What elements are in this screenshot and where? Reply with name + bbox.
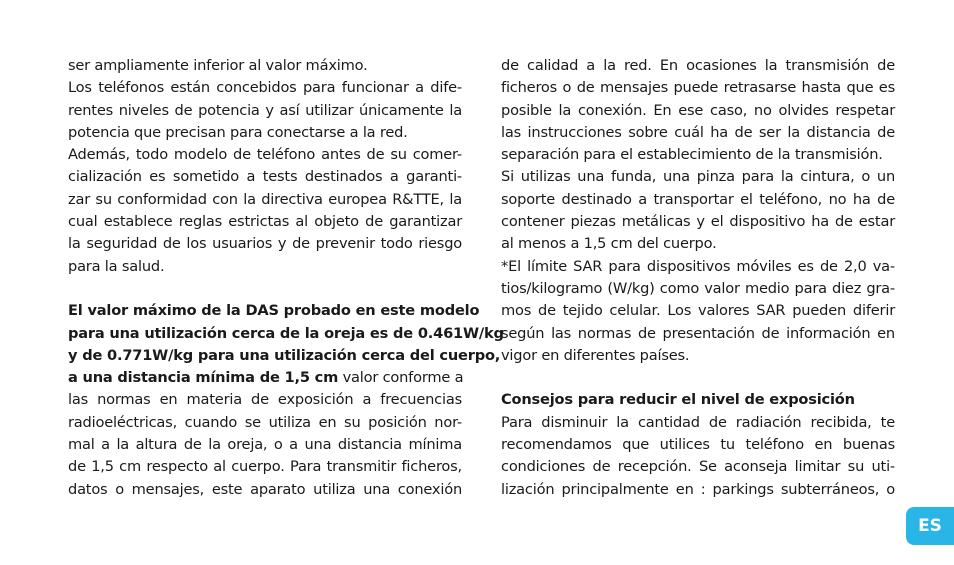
text-line: cialización es sometido a tests destinados a garanti- <box>68 168 462 186</box>
text-line: vigor en diferentes países. <box>501 346 690 364</box>
text-line: mal a la altura de la oreja, o a una distancia mínima <box>68 436 462 454</box>
text-line: de 1,5 cm respecto al cuerpo. Para transmitir ficheros, <box>68 458 462 476</box>
sar-distance-line <box>68 367 462 389</box>
text-line: Si utilizas una funda, una pinza para la cintura, o un <box>501 168 895 186</box>
left-column <box>68 55 504 501</box>
text-line: Los teléfonos están concebidos para funcionar a dife- <box>68 79 462 97</box>
right-column <box>501 55 895 501</box>
text-line: la seguridad de los usuarios y de prevenir todo riesgo <box>68 235 462 253</box>
text-line: radioeléctricas, cuando se utiliza en su posición nor- <box>68 413 462 431</box>
text-line: según las normas de presentación de información en <box>501 324 895 342</box>
text-line: recomendamos que utilices tu teléfono en buenas <box>501 436 895 454</box>
paragraph-spacer <box>501 367 895 389</box>
text-line: ficheros o de mensajes puede retrasarse hasta que es <box>501 79 895 97</box>
section-heading: Consejos para reducir el nivel de exposición <box>501 391 855 409</box>
text-line: lización principalmente en : parkings subterráneos, o <box>501 480 895 498</box>
text-line: para la salud. <box>68 257 165 275</box>
text-line: zar su conformidad con la directiva europea R&TTE, la <box>68 190 462 208</box>
text-line: ser ampliamente inferior al valor máximo. <box>68 57 368 74</box>
text-line: separación para el establecimiento de la transmisión. <box>501 146 883 164</box>
text-line: las normas en materia de exposición a frecuencias <box>68 391 462 409</box>
sar-value-bold-line: para una utilización cerca de la oreja es de 0.461W/kg <box>68 324 504 342</box>
text-line: soporte destinado a transportar el teléfono, no ha de <box>501 190 895 208</box>
text-line: condiciones de recepción. Se aconseja limitar su uti- <box>501 458 895 476</box>
text-line: al menos a 1,5 cm del cuerpo. <box>501 235 717 253</box>
text-line: Además, todo modelo de teléfono antes de su comer- <box>68 146 462 164</box>
language-badge: ES <box>906 507 954 545</box>
text-line: tios/kilogramo (W/kg) como valor medio para diez gra- <box>501 279 895 297</box>
text-line: potencia que precisan para conectarse a la red. <box>68 123 408 141</box>
text-line: Para disminuir la cantidad de radiación recibida, te <box>501 413 895 431</box>
paragraph-spacer <box>68 278 462 300</box>
text-line: contener piezas metálicas y el dispositivo ha de estar <box>501 213 895 231</box>
text-line: posible la conexión. En ese caso, no olvides respetar <box>501 101 895 119</box>
text-line: *El límite SAR para dispositivos móviles es de 2,0 va- <box>501 257 895 275</box>
sar-value-bold-line: El valor máximo de la DAS probado en este modelo <box>68 302 480 320</box>
sar-distance-bold: a una distancia mínima de 1,5 cm <box>68 369 339 387</box>
text-line: rentes niveles de potencia y así utilizar únicamente la <box>68 101 462 119</box>
sar-value-bold-line: y de 0.771W/kg para una utilización cerca del cuerpo, <box>68 346 501 364</box>
text-line: de calidad a la red. En ocasiones la transmisión de <box>501 57 895 74</box>
text-line: las instrucciones sobre cuál ha de ser la distancia de <box>501 123 895 141</box>
sar-distance-rest: valor conforme a <box>338 369 464 387</box>
text-line: mos de tejido celular. Los valores SAR pueden diferir <box>501 302 895 320</box>
text-line: cual establece reglas estrictas al objeto de garantizar <box>68 213 462 231</box>
text-line: datos o mensajes, este aparato utiliza una conexión <box>68 480 462 498</box>
